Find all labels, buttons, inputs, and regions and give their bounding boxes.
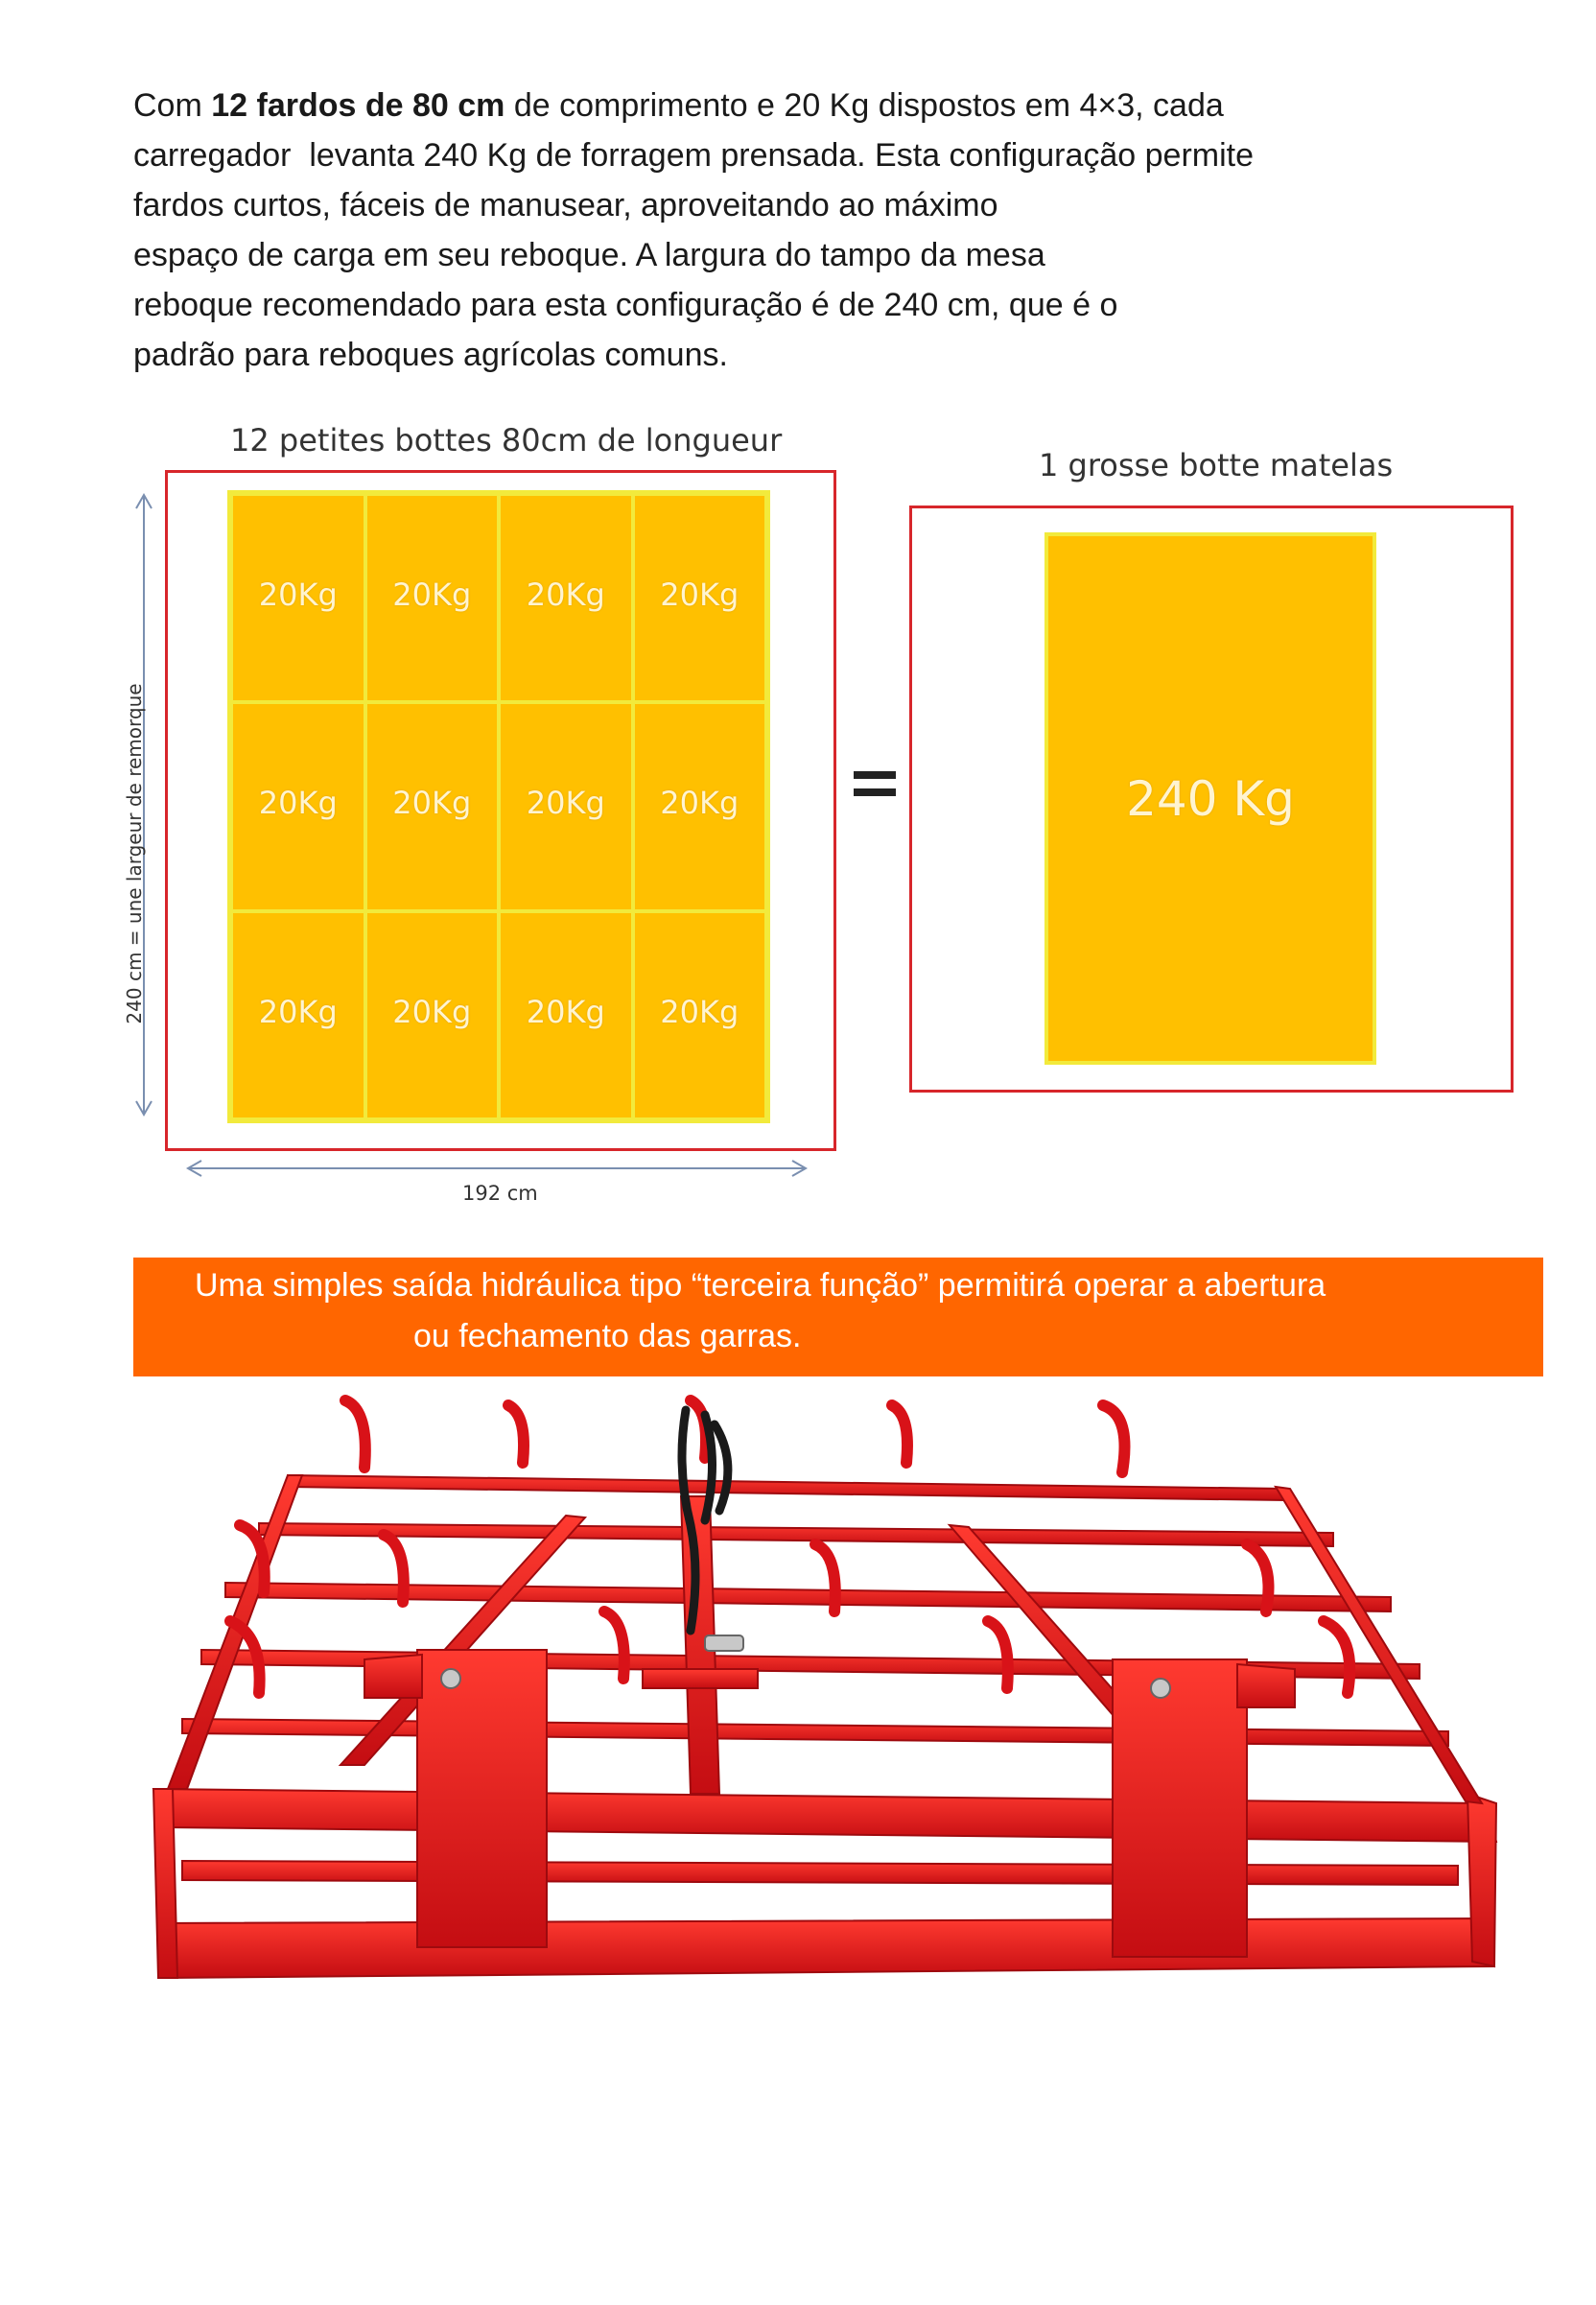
bale-cell: 20Kg	[365, 702, 500, 910]
bale-cell: 20Kg	[231, 911, 365, 1119]
bale-cell: 20Kg	[633, 494, 767, 702]
intro-line-4: espaço de carga em seu reboque. A largura do tampo da mesa	[133, 237, 1045, 273]
equals-sign	[854, 767, 896, 806]
right-diagram-title: 1 grosse botte matelas	[1039, 447, 1394, 483]
intro-line-3: fardos curtos, fáceis de manusear, aproveitando ao máximo	[133, 187, 998, 223]
bale-cell: 20Kg	[633, 702, 767, 910]
bale-cell: 20Kg	[365, 494, 500, 702]
bale-cell: 20Kg	[231, 702, 365, 910]
bale-cell: 20Kg	[365, 911, 500, 1119]
left-diagram-title: 12 petites bottes 80cm de longueur	[230, 422, 783, 459]
bale-cell: 20Kg	[499, 494, 633, 702]
bale-cell: 20Kg	[633, 911, 767, 1119]
bale-grab-photo	[144, 1381, 1506, 2043]
hydraulic-banner	[133, 1258, 1543, 1376]
intro-line-5: reboque recomendado para esta configuração é de 240 cm, que é o	[133, 287, 1118, 323]
height-dimension-label: 240 cm = une largeur de remorque	[123, 683, 146, 1024]
bale-cell: 20Kg	[499, 911, 633, 1119]
bale-cell: 20Kg	[231, 494, 365, 702]
width-dimension-label: 192 cm	[462, 1182, 538, 1205]
banner-line-2: ou fechamento das garras.	[413, 1318, 802, 1354]
bale-cell: 20Kg	[499, 702, 633, 910]
intro-line-2: carregador levanta 240 Kg de forragem prensada. Esta configuração permite	[133, 137, 1255, 174]
intro-line-1: Com 12 fardos de 80 cm de comprimento e 20 Kg dispostos em 4×3, cada	[133, 87, 1224, 124]
intro-line-6: padrão para reboques agrícolas comuns.	[133, 337, 728, 373]
intro-bold-text: 12 fardos de 80 cm	[211, 87, 505, 124]
big-bale: 240 Kg	[1044, 532, 1376, 1065]
banner-line-1: Uma simples saída hidráulica tipo “terceira função” permitirá operar a abertura	[195, 1267, 1326, 1304]
